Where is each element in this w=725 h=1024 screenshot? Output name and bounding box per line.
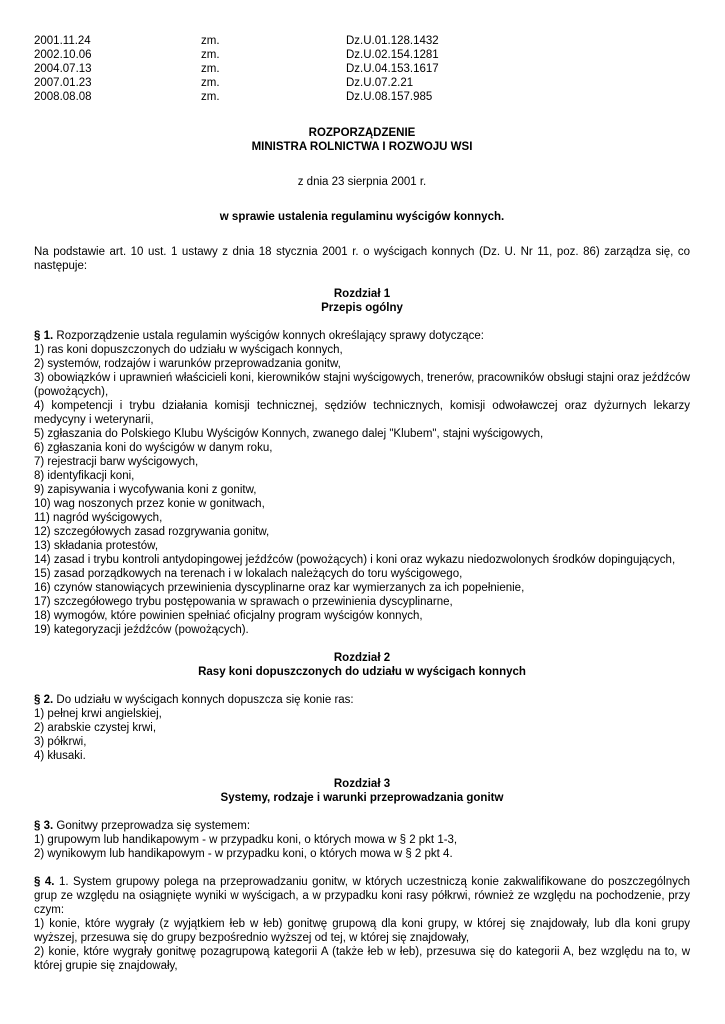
chapter-2-title: Rasy koni dopuszczonych do udziału w wyścigach konnych bbox=[198, 666, 526, 678]
list-item: 2) systemów, rodzajów i warunków przeprowadzania gonitw, bbox=[34, 358, 341, 370]
amendment-ref: Dz.U.01.128.1432 bbox=[346, 35, 439, 47]
list-item: 11) nagród wyścigowych, bbox=[34, 512, 163, 524]
chapter-2-number: Rozdział 2 bbox=[333, 652, 391, 664]
list-item: 19) kategoryzacji jeźdźców (powożących). bbox=[34, 624, 249, 636]
doc-date: z dnia 23 sierpnia 2001 r. bbox=[297, 176, 427, 188]
list-item: 5) zgłaszania do Polskiego Klubu Wyścigów Konnych, zwanego dalej "Klubem", stajni wyścigowych, bbox=[34, 428, 544, 440]
paragraph-text: Gonitwy przeprowadza się systemem: bbox=[53, 820, 251, 832]
list-item: 2) konie, które wygrały gonitwę pozagrupową kategorii A (także łeb w łeb), przesuwa się do kategorii A, bez względu na to, w której grupie się znajdowały, bbox=[34, 946, 690, 972]
paragraph-1 bbox=[34, 329, 690, 637]
list-item: 4) kłusaki. bbox=[34, 750, 86, 762]
paragraph-number: § 1. bbox=[34, 330, 54, 342]
paragraph-2 bbox=[34, 693, 690, 763]
doc-ministry: MINISTRA ROLNICTWA I ROZWOJU WSI bbox=[251, 141, 473, 153]
amendment-date: 2007.01.23 bbox=[34, 77, 92, 89]
list-item: 8) identyfikacji koni, bbox=[34, 470, 135, 482]
paragraph-text: 1. System grupowy polega na przeprowadzaniu gonitw, w których uczestniczą konie zakwalifikowane do poszczególnych grup ze względu na osiągnięte wyniki w wyścigach, a w przypadku koni rasy półkrwi, również ze względu na pochodzenie, przy czym: bbox=[34, 876, 691, 916]
amendment-ref: Dz.U.08.157.985 bbox=[346, 91, 433, 103]
chapter-3-number: Rozdział 3 bbox=[333, 778, 391, 790]
list-item: 1) konie, które wygrały (z wyjątkiem łeb w łeb) gonitwę grupową dla koni grupy, w której się znajdowały, lub dla koni grupy wyższej, przesuwa się do grupy bezpośrednio wyższej od tej, w której się znajdowały, bbox=[34, 918, 690, 944]
list-item: 2) arabskie czystej krwi, bbox=[34, 722, 157, 734]
list-item: 1) pełnej krwi angielskiej, bbox=[34, 708, 162, 720]
chapter-1-number: Rozdział 1 bbox=[333, 288, 391, 300]
list-item: 1) grupowym lub handikapowym - w przypadku koni, o których mowa w § 2 pkt 1-3, bbox=[34, 834, 458, 846]
amendment-type: zm. bbox=[201, 35, 220, 47]
paragraph-text: Do udziału w wyścigach konnych dopuszcza się konie ras: bbox=[53, 694, 354, 706]
chapter-1-title: Przepis ogólny bbox=[321, 302, 403, 314]
amendment-row bbox=[34, 90, 690, 104]
amendment-date: 2002.10.06 bbox=[34, 49, 92, 61]
amendment-type: zm. bbox=[201, 49, 220, 61]
document-page bbox=[34, 34, 690, 973]
list-item: 1) ras koni dopuszczonych do udziału w wyścigach konnych, bbox=[34, 344, 343, 356]
amendment-type: zm. bbox=[201, 77, 220, 89]
amendment-date: 2001.11.24 bbox=[34, 35, 91, 47]
paragraph-3 bbox=[34, 819, 690, 861]
list-item: 16) czynów stanowiących przewinienia dyscyplinarne oraz kar wymierzanych za ich popełnienie, bbox=[34, 582, 525, 594]
list-item: 17) szczegółowego trybu postępowania w sprawach o przewinienia dyscyplinarne, bbox=[34, 596, 453, 608]
amendment-date: 2008.08.08 bbox=[34, 91, 92, 103]
amendment-row bbox=[34, 34, 690, 48]
paragraph-number: § 3. bbox=[34, 820, 54, 832]
amendment-row bbox=[34, 48, 690, 62]
paragraph-text: Rozporządzenie ustala regulamin wyścigów konnych określający sprawy dotyczące: bbox=[53, 330, 484, 342]
chapter-3-title: Systemy, rodzaje i warunki przeprowadzania gonitw bbox=[220, 792, 504, 804]
doc-title: ROZPORZĄDZENIE bbox=[308, 127, 416, 139]
list-item: 14) zasad i trybu kontroli antydopingowej jeźdźców (powożących) i koni oraz wykazu niedozwolonych środków dopingujących, bbox=[34, 554, 676, 566]
paragraph-2-intro bbox=[34, 693, 690, 707]
amendment-ref: Dz.U.07.2.21 bbox=[346, 77, 414, 89]
paragraph-3-intro bbox=[34, 819, 690, 833]
paragraph-4-intro bbox=[34, 875, 690, 917]
list-item: 15) zasad porządkowych na terenach i w lokalach należących do toru wyścigowego, bbox=[34, 568, 463, 580]
paragraph-1-intro bbox=[34, 329, 690, 343]
list-item: 2) wynikowym lub handikapowym - w przypadku koni, o których mowa w § 2 pkt 4. bbox=[34, 848, 453, 860]
list-item: 9) zapisywania i wycofywania koni z gonitw, bbox=[34, 484, 257, 496]
amendment-date: 2004.07.13 bbox=[34, 63, 92, 75]
list-item: 12) szczegółowych zasad rozgrywania gonitw, bbox=[34, 526, 270, 538]
amendment-type: zm. bbox=[201, 91, 220, 103]
preamble: Na podstawie art. 10 ust. 1 ustawy z dnia 18 stycznia 2001 r. o wyścigach konnych (Dz. U. Nr 11, poz. 86) zarządza się, co następuje: bbox=[34, 246, 690, 272]
paragraph-4 bbox=[34, 875, 690, 973]
list-item: 18) wymogów, które powinien spełniać oficjalny program wyścigów konnych, bbox=[34, 610, 423, 622]
amendment-row bbox=[34, 62, 690, 76]
list-item: 4) kompetencji i trybu działania komisji technicznej, sędziów technicznych, komisji odwoławczej oraz dyżurnych lekarzy medycyny i weterynarii, bbox=[34, 400, 690, 426]
amendments-table bbox=[34, 34, 690, 104]
amendment-row bbox=[34, 76, 690, 90]
amendment-type: zm. bbox=[201, 63, 220, 75]
paragraph-number: § 4. bbox=[34, 876, 55, 888]
list-item: 13) składania protestów, bbox=[34, 540, 159, 552]
amendment-ref: Dz.U.02.154.1281 bbox=[346, 49, 439, 61]
amendment-ref: Dz.U.04.153.1617 bbox=[346, 63, 439, 75]
list-item: 7) rejestracji barw wyścigowych, bbox=[34, 456, 199, 468]
list-item: 10) wag noszonych przez konie w gonitwach, bbox=[34, 498, 265, 510]
list-item: 6) zgłaszania koni do wyścigów w danym roku, bbox=[34, 442, 273, 454]
paragraph-number: § 2. bbox=[34, 694, 54, 706]
list-item: 3) półkrwi, bbox=[34, 736, 87, 748]
list-item: 3) obowiązków i uprawnień właścicieli koni, kierowników stajni wyścigowych, trenerów, pracowników obsługi stajni oraz jeźdźców (powożących), bbox=[34, 372, 690, 398]
doc-subject: w sprawie ustalenia regulaminu wyścigów konnych. bbox=[219, 211, 505, 223]
